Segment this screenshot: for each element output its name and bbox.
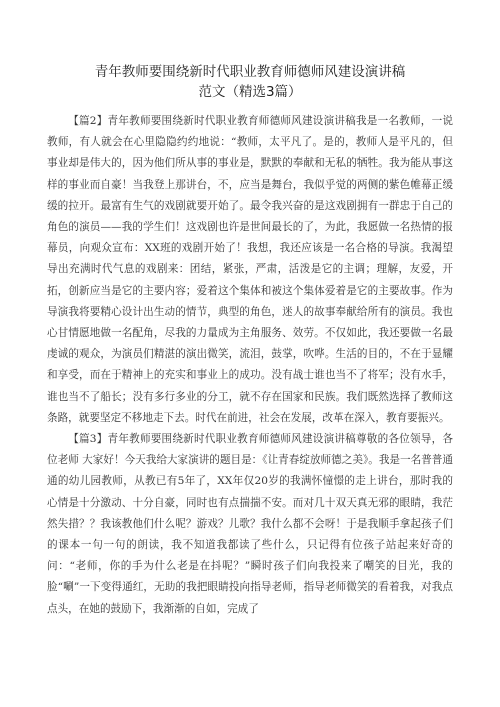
paragraph-article-2: 【篇2】青年教师要围绕新时代职业教育师德师风建设演讲稿我是一名教师，一说教师，有人就会在心里隐隐约约地说：“教师，太平凡了。是的，教师人是平凡的，但事业却是伟大的，因为他们所从事的事业是，默默的奉献和无私的牺牲。我为能从事这样的事业而自豪！当我登上那讲台，不，应当是舞台，我似乎觉的两侧的紫色帷幕正缓缓的拉开。最富有生气的戏剧就要开始了。最令我兴奋的是这戏剧拥有一群忠于自己的角色的演员——我的学生们！这戏剧也许是世间最长的了，为此，我愿做一名热情的报幕员，向观众宣布：XX班的戏剧开始了！我想，我还应该是一名合格的导演。我渴望导出充满时代气息的戏剧来：团结，紧张，严肃，活泼是它的主调；理解，友爱，开拓，创新应当是它的主要内容；爱着这个集体和被这个集体爱着是它的主要故事。作为导演我将要精心设计出生动的情节，典型的角色，迷人的故事奉献给所有的演员。我也心甘情愿地做一名配角，尽我的力量成为主角服务、效劳。不仅如此，我还要做一名最虔诚的观众，为演员们精湛的演出微笑，流泪，鼓掌，吹哗。生活的目的，不在于显耀和享受，而在于精神上的充实和事业上的成功。没有战士谁也当不了将军；没有水手，谁也当不了船长；没有多行多业的分工，就不存在国家和民族。我们既然选择了教师这条路，就要坚定不移地走下去。时代在前进，社会在发展，改革在深入，教育要振兴。 bbox=[47, 115, 453, 424]
document-title bbox=[60, 62, 440, 102]
title-line-1: 青年教师要围绕新时代职业教育师德师风建设演讲稿 bbox=[94, 64, 406, 80]
title-line-2: 范文（精选3篇） bbox=[198, 84, 302, 100]
paragraph-article-3: 【篇3】青年教师要围绕新时代职业教育师德师风建设演讲稿尊敬的各位领导，各位老师 大家好！今天我给大家演讲的题目是：《让青春绽放师德之美》。我是一名普普通通的幼儿园教师，从教已有5年了，XX年仅20岁的我满怀憧憬的走上讲台，那时我的心情是十分激动、十分自豪，同时也有点揣揣不安。而对几十双天真无邪的眼睛，我茫然失措？？我该教他们什么呢？游戏？儿歌？我什么都不会呀！于是我顺手拿起孩子们的课本一句一句的朗读，我不知道我都读了些什么，只记得有位孩子站起来好奇的问：“老师，你的手为什么老是在抖呢？”瞬时孩子们向我投来了嘲笑的目光，我的脸“唰”一下变得通红，无助的我把眼睛投向指导老师，指导老师微笑的看着我，对我点点头，在她的鼓励下，我渐渐的自如，完成了 bbox=[47, 433, 453, 615]
document-body bbox=[47, 111, 453, 620]
